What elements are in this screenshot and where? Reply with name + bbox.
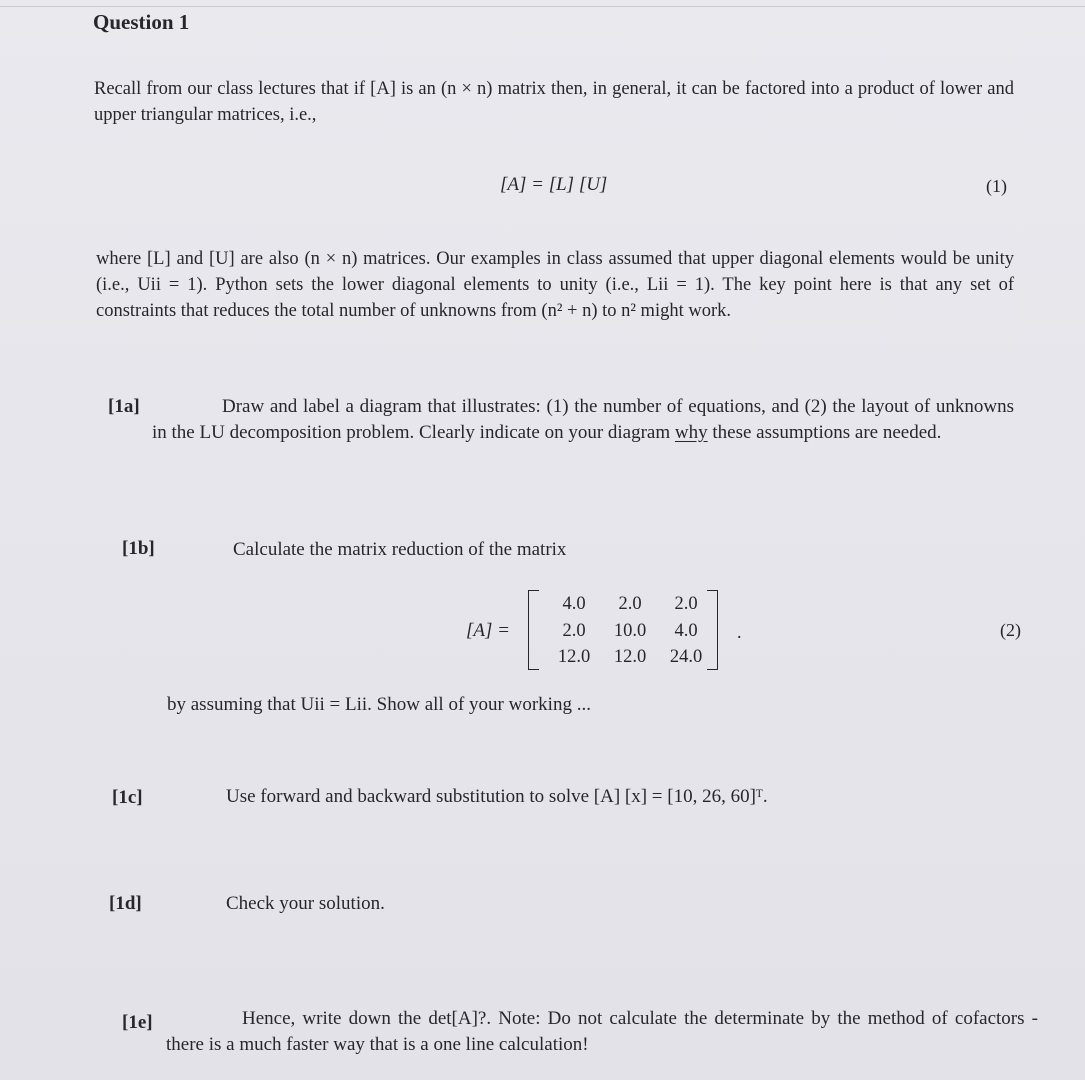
matrix-cell: 2.0 (618, 594, 642, 614)
part-1a-label: [1a] (108, 396, 140, 417)
matrix-row-1 (546, 594, 714, 615)
matrix-cell: 24.0 (669, 647, 703, 667)
part-1b-text: Calculate the matrix reduction of the matrix (233, 539, 567, 560)
matrix-cell: 12.0 (557, 647, 591, 667)
matrix-cell: 10.0 (613, 621, 647, 641)
part-1e-label: [1e] (122, 1012, 153, 1033)
matrix-cell: 2.0 (562, 621, 586, 641)
part-1e-text: Hence, write down the det[A]?. Note: Do not calculate the determinate by the method of cofactors - there is a much faster way that is a one line calculation! (166, 1008, 1038, 1055)
part-1c-text: Use forward and backward substitution to solve [A] [x] = [10, 26, 60]ᵀ. (226, 786, 768, 807)
part-1a-text-after: these assumptions are needed. (707, 422, 942, 443)
matrix-row-3 (546, 647, 714, 668)
matrix-A (528, 590, 718, 670)
part-1a-text (152, 394, 1014, 446)
equation-2-number: (2) (1000, 620, 1021, 640)
constraints-paragraph: where [L] and [U] are also (n × n) matrices. Our examples in class assumed that upper diagonal elements would be unity (i.e., Uii = 1). Python sets the lower diagonal elements to unity (i.e., Lii = 1). The key point here is that any set of constraints that reduces the total number of unknowns from (n² + n) to n² might work. (96, 249, 1014, 321)
part-1b-assumption: by assuming that Uii = Lii. Show all of your working ... (167, 694, 591, 715)
question-title: Question 1 (93, 10, 190, 34)
matrix-cell: 4.0 (562, 594, 586, 614)
matrix-cell: 4.0 (674, 621, 698, 641)
part-1c-label: [1c] (112, 787, 143, 808)
equation-1-number: (1) (986, 176, 1007, 196)
part-1a-text-before: Draw and label a diagram that illustrates: (1) the number of equations, and (2) the layout of unknowns in the LU decomposition problem. Clearly indicate on your diagram (152, 396, 1014, 443)
matrix-cell: 2.0 (674, 594, 698, 614)
left-bracket (528, 590, 539, 670)
part-1b-label: [1b] (122, 538, 155, 559)
intro-paragraph: Recall from our class lectures that if [A] is an (n × n) matrix then, in general, it can be factored into a product of lower and upper triangular matrices, i.e., (94, 79, 1014, 125)
matrix-lhs: [A] = (466, 620, 510, 641)
matrix-row-2 (546, 621, 714, 642)
part-1d-text: Check your solution. (226, 893, 385, 914)
part-1a-emphasis: why (674, 422, 708, 443)
part-1d-label: [1d] (109, 893, 142, 914)
equation-1: [A] = [L] [U] (500, 174, 608, 195)
matrix-period: . (737, 622, 742, 642)
top-rule (0, 6, 1085, 7)
matrix-cell: 12.0 (613, 647, 647, 667)
